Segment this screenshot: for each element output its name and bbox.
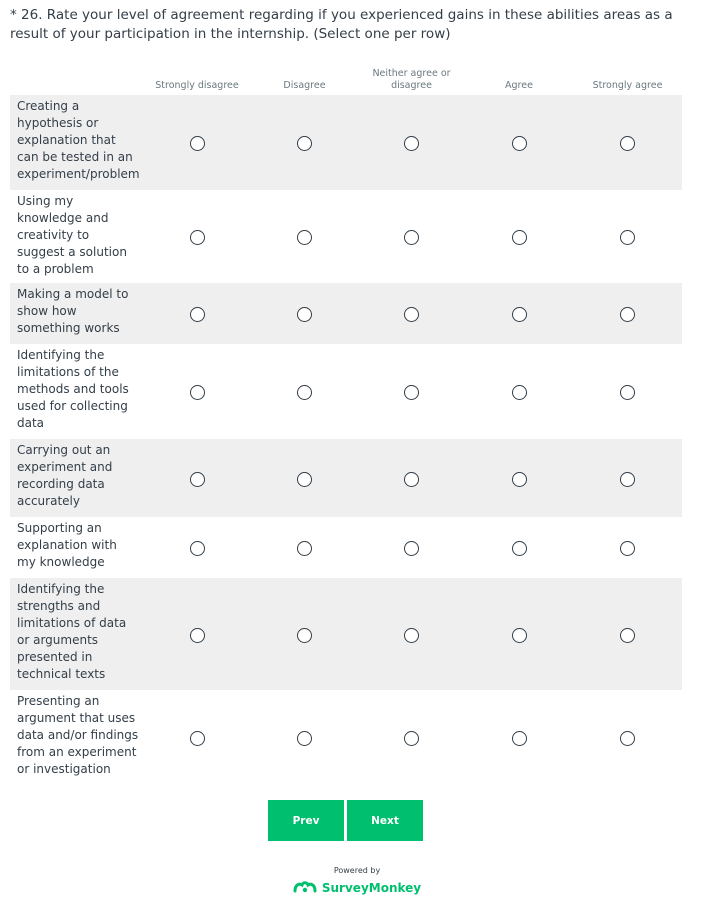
radio-cell bbox=[358, 439, 465, 517]
radio-cell bbox=[251, 578, 358, 690]
column-header-strongly-disagree: Strongly disagree bbox=[155, 80, 239, 91]
radio-neither[interactable] bbox=[404, 541, 419, 556]
radio-disagree[interactable] bbox=[297, 230, 312, 245]
radio-cell bbox=[573, 95, 682, 190]
row-label: Identifying the strengths and limitations of data or arguments presented in technical texts bbox=[10, 578, 143, 690]
radio-disagree[interactable] bbox=[297, 628, 312, 643]
radio-cell bbox=[465, 190, 573, 283]
radio-cell bbox=[251, 283, 358, 344]
matrix-row bbox=[10, 95, 682, 190]
radio-cell bbox=[465, 344, 573, 439]
radio-cell bbox=[143, 690, 251, 785]
radio-agree[interactable] bbox=[512, 230, 527, 245]
radio-cell bbox=[465, 517, 573, 578]
radio-cell bbox=[143, 439, 251, 517]
radio-cell bbox=[251, 344, 358, 439]
radio-neither[interactable] bbox=[404, 731, 419, 746]
radio-agree[interactable] bbox=[512, 628, 527, 643]
radio-neither[interactable] bbox=[404, 307, 419, 322]
radio-strongly-agree[interactable] bbox=[620, 230, 635, 245]
radio-neither[interactable] bbox=[404, 472, 419, 487]
radio-disagree[interactable] bbox=[297, 136, 312, 151]
powered-by-text: Powered by bbox=[333, 866, 381, 875]
surveymonkey-logo-icon bbox=[293, 878, 317, 897]
radio-strongly-agree[interactable] bbox=[620, 472, 635, 487]
radio-cell bbox=[573, 690, 682, 785]
radio-strongly-agree[interactable] bbox=[620, 541, 635, 556]
prev-button[interactable]: Prev bbox=[268, 800, 344, 841]
radio-cell bbox=[465, 283, 573, 344]
radio-strongly-agree[interactable] bbox=[620, 731, 635, 746]
radio-cell bbox=[465, 690, 573, 785]
question-title: * 26. Rate your level of agreement regarding if you experienced gains in these abilities areas as a result of your participation in the internship. (Select one per row) bbox=[10, 7, 673, 42]
radio-neither[interactable] bbox=[404, 230, 419, 245]
matrix-body bbox=[10, 95, 682, 785]
matrix-row bbox=[10, 690, 682, 785]
radio-strongly-disagree[interactable] bbox=[190, 541, 205, 556]
radio-cell bbox=[465, 578, 573, 690]
rating-matrix bbox=[10, 64, 682, 785]
matrix-row bbox=[10, 190, 682, 283]
footer bbox=[0, 866, 714, 897]
row-label: Identifying the limitations of the methods and tools used for collecting data bbox=[17, 348, 129, 430]
column-header-strongly-agree: Strongly agree bbox=[592, 80, 663, 91]
radio-cell bbox=[143, 578, 251, 690]
radio-strongly-agree[interactable] bbox=[620, 136, 635, 151]
radio-agree[interactable] bbox=[512, 472, 527, 487]
radio-disagree[interactable] bbox=[297, 731, 312, 746]
radio-cell bbox=[573, 283, 682, 344]
column-header-agree: Agree bbox=[505, 80, 533, 91]
radio-agree[interactable] bbox=[512, 385, 527, 400]
radio-strongly-disagree[interactable] bbox=[190, 472, 205, 487]
matrix-row bbox=[10, 439, 682, 517]
radio-disagree[interactable] bbox=[297, 385, 312, 400]
radio-cell bbox=[251, 190, 358, 283]
column-header-neither: Neither agree or disagree bbox=[372, 68, 451, 91]
radio-strongly-disagree[interactable] bbox=[190, 628, 205, 643]
radio-cell bbox=[465, 439, 573, 517]
radio-neither[interactable] bbox=[404, 628, 419, 643]
matrix-corner bbox=[10, 64, 143, 95]
radio-cell bbox=[251, 439, 358, 517]
radio-cell bbox=[358, 344, 465, 439]
row-label: Creating a hypothesis or explanation that can be tested in an experiment/problem bbox=[10, 95, 143, 190]
matrix-row bbox=[10, 578, 682, 690]
radio-cell bbox=[143, 517, 251, 578]
radio-agree[interactable] bbox=[512, 731, 527, 746]
row-label: Carrying out an experiment and recording data accurately bbox=[10, 439, 143, 517]
radio-disagree[interactable] bbox=[297, 307, 312, 322]
column-header-disagree: Disagree bbox=[283, 80, 326, 91]
radio-agree[interactable] bbox=[512, 541, 527, 556]
row-label: Supporting an explanation with my knowledge bbox=[17, 521, 117, 569]
radio-cell bbox=[573, 517, 682, 578]
radio-strongly-disagree[interactable] bbox=[190, 136, 205, 151]
radio-cell bbox=[358, 283, 465, 344]
radio-cell bbox=[143, 95, 251, 190]
radio-agree[interactable] bbox=[512, 136, 527, 151]
radio-cell bbox=[573, 344, 682, 439]
radio-strongly-disagree[interactable] bbox=[190, 385, 205, 400]
radio-strongly-disagree[interactable] bbox=[190, 307, 205, 322]
radio-cell bbox=[573, 190, 682, 283]
matrix-header-row bbox=[10, 64, 682, 95]
next-button[interactable]: Next bbox=[347, 800, 423, 841]
row-label: Using my knowledge and creativity to suggest a solution to a problem bbox=[17, 194, 127, 276]
matrix-row bbox=[10, 283, 682, 344]
radio-agree[interactable] bbox=[512, 307, 527, 322]
navigation-buttons bbox=[268, 800, 423, 841]
radio-cell bbox=[143, 190, 251, 283]
radio-cell bbox=[251, 690, 358, 785]
radio-neither[interactable] bbox=[404, 385, 419, 400]
radio-cell bbox=[358, 95, 465, 190]
radio-cell bbox=[358, 190, 465, 283]
radio-disagree[interactable] bbox=[297, 541, 312, 556]
radio-strongly-disagree[interactable] bbox=[190, 230, 205, 245]
radio-strongly-agree[interactable] bbox=[620, 628, 635, 643]
surveymonkey-brand: SurveyMonkey bbox=[321, 880, 422, 895]
radio-cell bbox=[573, 578, 682, 690]
matrix-row bbox=[10, 517, 682, 578]
radio-cell bbox=[251, 517, 358, 578]
row-label: Presenting an argument that uses data and/or findings from an experiment or investigation bbox=[17, 694, 139, 776]
radio-disagree[interactable] bbox=[297, 472, 312, 487]
radio-cell bbox=[358, 517, 465, 578]
row-label: Making a model to show how something works bbox=[10, 283, 143, 344]
radio-cell bbox=[358, 690, 465, 785]
radio-cell bbox=[358, 578, 465, 690]
radio-cell bbox=[143, 283, 251, 344]
radio-strongly-disagree[interactable] bbox=[190, 731, 205, 746]
radio-strongly-agree[interactable] bbox=[620, 307, 635, 322]
radio-strongly-agree[interactable] bbox=[620, 385, 635, 400]
radio-cell bbox=[465, 95, 573, 190]
radio-cell bbox=[251, 95, 358, 190]
radio-neither[interactable] bbox=[404, 136, 419, 151]
radio-cell bbox=[143, 344, 251, 439]
matrix-row bbox=[10, 344, 682, 439]
surveymonkey-link[interactable] bbox=[293, 878, 421, 897]
radio-cell bbox=[573, 439, 682, 517]
